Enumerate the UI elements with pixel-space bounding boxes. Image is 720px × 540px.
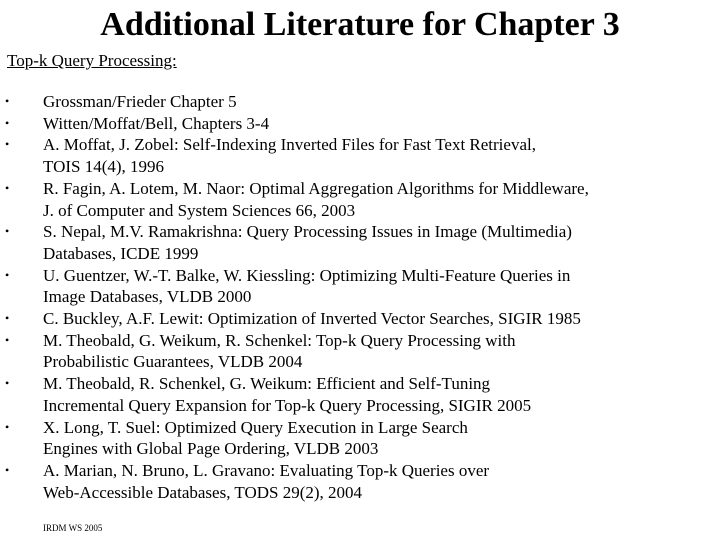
reference-text: A. Moffat, J. Zobel: Self-Indexing Inverted Files for Fast Text Retrieval, TOIS 14(4), 1996 [43,135,536,177]
reference-list [0,91,720,503]
section-heading: Top-k Query Processing: [7,51,177,70]
reference-text: M. Theobald, G. Weikum, R. Schenkel: Top-k Query Processing with Probabilistic Guarantees, VLDB 2004 [43,330,516,372]
reference-text: R. Fagin, A. Lotem, M. Naor: Optimal Aggregation Algorithms for Middleware, J. of Computer and System Sciences 66, 2003 [43,178,589,220]
bullet-icon: • [5,137,10,152]
footer-label: IRDM WS 2005 [43,523,103,533]
bullet-icon: • [5,94,10,108]
reference-item [0,373,720,416]
reference-text: Grossman/Frieder Chapter 5 [43,92,237,111]
reference-text: X. Long, T. Suel: Optimized Query Execution in Large Search Engines with Global Page Ordering, VLDB 2003 [43,417,468,459]
reference-item [0,460,720,503]
reference-item [0,221,720,264]
reference-text: S. Nepal, M.V. Ramakrishna: Query Processing Issues in Image (Multimedia) Databases, ICDE 1999 [43,222,572,263]
bullet-icon: • [5,462,10,477]
reference-item [0,330,720,373]
reference-item [0,265,720,308]
reference-text: C. Buckley, A.F. Lewit: Optimization of Inverted Vector Searches, SIGIR 1985 [43,309,581,329]
bullet-icon: • [5,267,10,282]
slide-title: Additional Literature for Chapter 3 [100,6,620,43]
reference-item [0,134,720,177]
bullet-icon: • [5,115,10,130]
reference-item [0,178,720,221]
reference-item [0,417,720,460]
reference-item [0,113,720,135]
reference-item [0,91,720,113]
reference-text: M. Theobald, R. Schenkel, G. Weikum: Efficient and Self-Tuning Incremental Query Expansion for Top-k Query Processing, SIGIR 2005 [43,374,532,415]
reference-text: A. Marian, N. Bruno, L. Gravano: Evaluating Top-k Queries over Web-Accessible Databases, TODS 29(2), 2004 [43,460,490,502]
reference-text: Witten/Moffat/Bell, Chapters 3-4 [43,113,270,133]
bullet-icon: • [5,332,10,347]
bullet-icon: • [5,224,10,239]
reference-text: U. Guentzer, W.-T. Balke, W. Kiessling: Optimizing Multi-Feature Queries in Image Databases, VLDB 2000 [43,265,571,307]
bullet-icon: • [5,419,10,434]
reference-item [0,308,720,330]
bullet-icon: • [5,376,10,391]
bullet-icon: • [5,180,10,195]
bullet-icon: • [5,311,10,326]
